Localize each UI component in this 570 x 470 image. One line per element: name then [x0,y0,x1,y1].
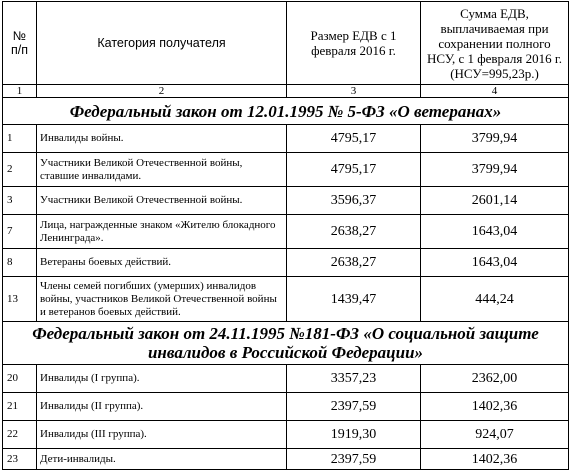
table-row [3,449,569,470]
row-category: Члены семей погибших (умерших) инвалидов войны, участников Великой Отечественной войны и ветеранов боевых действий. [37,277,287,322]
row-sum: 1643,04 [421,249,569,277]
section-title-row [3,98,569,125]
row-category: Лица, награжденные знаком «Жителю блокадного Ленинграда». [37,215,287,249]
row-sum: 2601,14 [421,187,569,215]
row-sum: 3799,94 [421,153,569,187]
row-size: 3596,37 [287,187,421,215]
index-row [3,85,569,98]
row-category: Ветераны боевых действий. [37,249,287,277]
row-num: 21 [3,393,37,421]
row-size: 2397,59 [287,393,421,421]
table-row [3,215,569,249]
row-category: Инвалиды (I группа). [37,365,287,393]
row-num: 23 [3,449,37,470]
row-category: Дети-инвалиды. [37,449,287,470]
header-size: Размер ЕДВ с 1 февраля 2016 г. [287,2,421,85]
row-size: 3357,23 [287,365,421,393]
row-category: Инвалиды (II группа). [37,393,287,421]
row-num: 13 [3,277,37,322]
section-title: Федеральный закон от 24.11.1995 №181-ФЗ «О социальной защите инвалидов в Российской Федерации» [3,322,569,365]
row-size: 4795,17 [287,153,421,187]
section-title-row [3,322,569,365]
table-row [3,125,569,153]
index-cell: 1 [3,85,37,98]
row-num: 20 [3,365,37,393]
row-sum: 1402,36 [421,449,569,470]
row-sum: 444,24 [421,277,569,322]
header-category: Категория получателя [37,2,287,85]
row-size: 4795,17 [287,125,421,153]
index-cell: 4 [421,85,569,98]
row-sum: 1402,36 [421,393,569,421]
row-category: Инвалиды (III группа). [37,421,287,449]
index-cell: 3 [287,85,421,98]
header-row [3,2,569,85]
table-row [3,153,569,187]
table-row [3,249,569,277]
table-row [3,365,569,393]
row-sum: 924,07 [421,421,569,449]
header-num: № п/п [3,2,37,85]
table-row [3,277,569,322]
row-size: 1439,47 [287,277,421,322]
row-num: 22 [3,421,37,449]
row-sum: 2362,00 [421,365,569,393]
row-category: Участники Великой Отечественной войны, ставшие инвалидами. [37,153,287,187]
row-size: 1919,30 [287,421,421,449]
edv-table [2,1,569,470]
row-sum: 3799,94 [421,125,569,153]
row-category: Инвалиды войны. [37,125,287,153]
header-sum: Сумма ЕДВ, выплачиваемая при сохранении полного НСУ, с 1 февраля 2016 г. (НСУ=995,23р.) [421,2,569,85]
row-category: Участники Великой Отечественной войны. [37,187,287,215]
index-cell: 2 [37,85,287,98]
row-num: 3 [3,187,37,215]
row-num: 8 [3,249,37,277]
row-num: 2 [3,153,37,187]
section-title: Федеральный закон от 12.01.1995 № 5-ФЗ «О ветеранах» [3,98,569,125]
row-num: 7 [3,215,37,249]
row-size: 2638,27 [287,215,421,249]
row-num: 1 [3,125,37,153]
table-row [3,187,569,215]
row-sum: 1643,04 [421,215,569,249]
row-size: 2397,59 [287,449,421,470]
table-row [3,421,569,449]
table-row [3,393,569,421]
row-size: 2638,27 [287,249,421,277]
